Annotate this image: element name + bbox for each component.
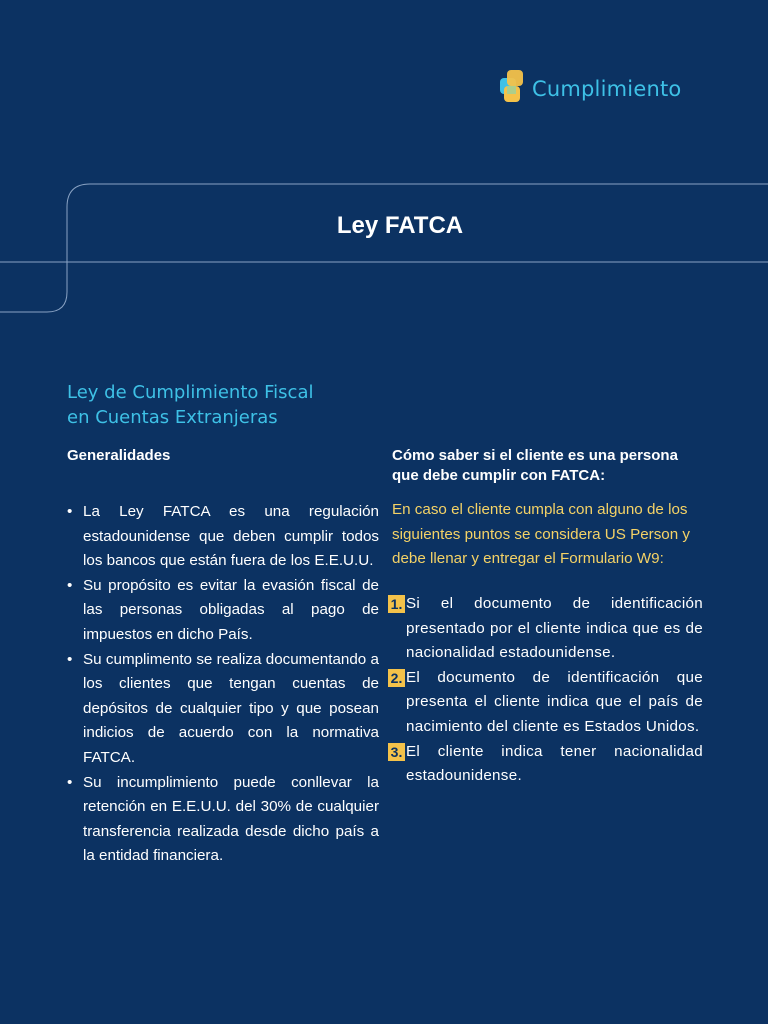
list-item-text: Su incumplimiento puede conllevar la retención en E.E.U.U. del 30% de cualquier transferencia realizada desde dicho país a la entidad financiera. — [83, 773, 379, 865]
bullet-icon: • — [67, 773, 73, 791]
list-item — [388, 592, 703, 666]
us-person-intro: En caso el cliente cumpla con alguno de los siguientes puntos se considera US Person y debe llenar y entregar el Formulario W9: — [392, 501, 691, 568]
list-item — [67, 574, 379, 648]
bullet-icon: • — [67, 503, 73, 520]
criteria-list — [388, 592, 703, 789]
right-heading-line1: Cómo saber si el cliente es una persona — [392, 447, 678, 464]
generalidades-list — [67, 500, 379, 869]
list-item — [67, 648, 379, 771]
list-item-text: Su cumplimento se realiza documentando a los clientes que tengan cuentas de depósitos de cualquier tipo y que posean indicios de acuerdo con la normativa FATCA. — [83, 650, 379, 766]
list-item-text: Su propósito es evitar la evasión fiscal de las personas obligadas al pago de impuestos en dicho País. — [83, 576, 379, 643]
step-text: El cliente indica tener nacionalidad estadounidense. — [406, 742, 703, 785]
left-column-heading: Generalidades — [67, 447, 171, 464]
list-item — [67, 500, 379, 574]
bullet-icon: • — [67, 576, 73, 594]
step-number-badge: 3. — [388, 743, 405, 761]
page-title: Ley FATCA — [336, 212, 464, 239]
step-number-badge: 2. — [388, 669, 405, 687]
list-item-text: La Ley FATCA es una regulación estadounidense que deben cumplir todos los bancos que están fuera de los E.E.U.U. — [83, 503, 379, 570]
brand-logo — [498, 68, 681, 110]
list-item — [388, 666, 703, 740]
section-title-line2: en Cuentas Extranjeras — [67, 407, 278, 428]
title-frame-border — [0, 182, 768, 314]
section-title-line1: Ley de Cumplimiento Fiscal — [67, 382, 314, 403]
right-heading-line2: que debe cumplir con FATCA: — [392, 467, 606, 484]
brand-name: Cumplimiento — [532, 77, 682, 101]
list-item — [388, 740, 703, 789]
step-number-badge: 1. — [388, 595, 405, 613]
section-title — [67, 380, 387, 430]
cumplimiento-logo-icon — [498, 68, 528, 110]
step-text: El documento de identificación que presenta el cliente indica que el país de nacimiento del cliente es Estados Unidos. — [406, 668, 703, 735]
right-column-heading — [392, 446, 712, 486]
bullet-icon: • — [67, 650, 73, 668]
step-text: Si el documento de identificación presentado por el cliente indica que es de nacionalidad estadounidense. — [406, 595, 703, 662]
list-item — [67, 771, 379, 869]
